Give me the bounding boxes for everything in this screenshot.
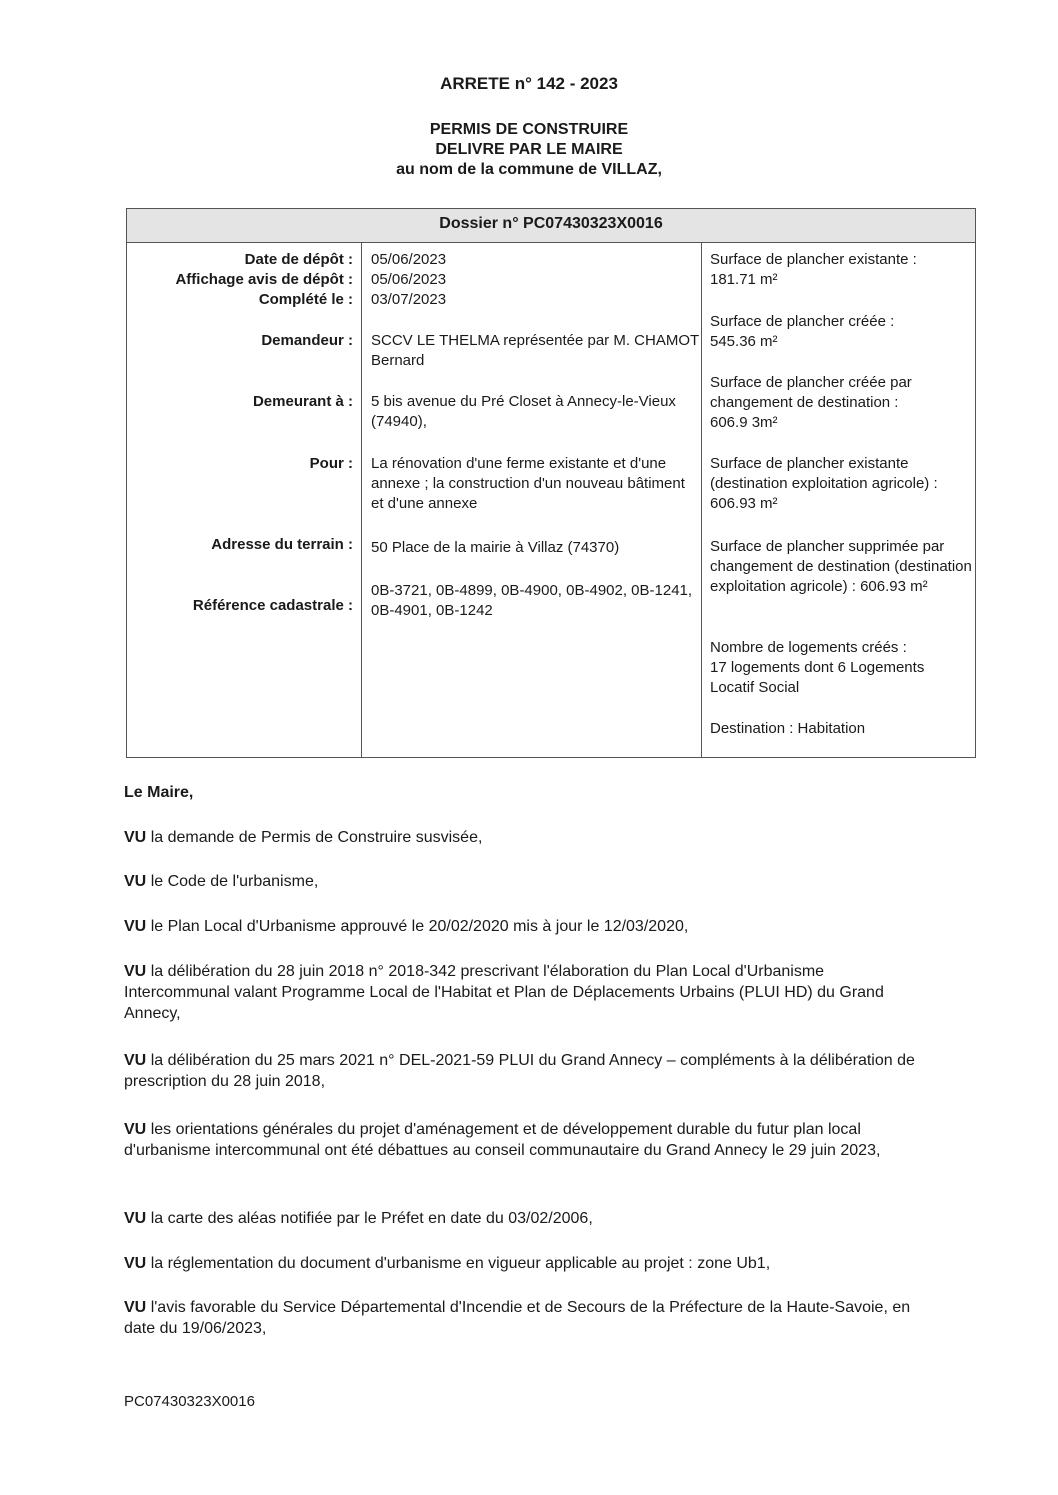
permit-line: PERMIS DE CONSTRUIRE xyxy=(429,121,629,138)
consideration xyxy=(124,1119,924,1161)
decree-title: ARRETE n° 142 - 2023 xyxy=(440,74,618,93)
permit-line: au nom de la commune de VILLAZ, xyxy=(396,161,662,178)
surface-info: Destination : Habitation xyxy=(710,720,866,737)
field-label: Complété le : xyxy=(258,291,353,308)
vu-word: VU xyxy=(124,1299,147,1316)
consideration-text: la demande de Permis de Construire susvisée, xyxy=(150,829,483,846)
vu-word: VU xyxy=(124,963,147,980)
surface-info: Surface de plancher existante : 181.71 m² xyxy=(710,251,917,288)
field-label: Date de dépôt : xyxy=(244,251,353,268)
vu-word: VU xyxy=(124,873,147,890)
vu-word: VU xyxy=(124,918,147,935)
column-divider xyxy=(701,242,702,757)
field-label: Référence cadastrale : xyxy=(192,597,353,614)
field-label: Demeurant à : xyxy=(252,393,353,410)
vu-word: VU xyxy=(124,1121,147,1138)
field-value: 5 bis avenue du Pré Closet à Annecy-le-Vieux (74940), xyxy=(371,393,676,430)
consideration-text: la carte des aléas notifiée par le Préfet en date du 03/02/2006, xyxy=(150,1210,593,1227)
field-value: 03/07/2023 xyxy=(371,291,447,308)
permit-type-heading xyxy=(0,120,1058,180)
field-label: Adresse du terrain : xyxy=(211,536,353,553)
surface-info: Nombre de logements créés : 17 logements dont 6 Logements Locatif Social xyxy=(710,639,925,696)
vu-word: VU xyxy=(124,1052,147,1069)
vu-word: VU xyxy=(124,1255,147,1272)
consideration xyxy=(124,1208,924,1229)
consideration xyxy=(124,961,924,1024)
field-value: 05/06/2023 xyxy=(371,251,447,268)
field-value: 05/06/2023 xyxy=(371,271,447,288)
surface-info: Surface de plancher créée : 545.36 m² xyxy=(710,313,895,350)
field-label: Pour : xyxy=(309,455,353,472)
surface-info: Surface de plancher existante (destination exploitation agricole) : 606.93 m² xyxy=(710,455,938,512)
consideration-text: la délibération du 28 juin 2018 n° 2018-342 prescrivant l'élaboration du Plan Local d'Urbanisme Intercommunal valant Programme Local de l'Habitat et Plan de Déplacements Urbains (PLUI HD) du Grand Annecy, xyxy=(124,963,884,1022)
field-label: Demandeur : xyxy=(261,332,353,349)
vu-word: VU xyxy=(124,1210,147,1227)
field-value: 50 Place de la mairie à Villaz (74370) xyxy=(371,539,620,556)
vu-word: VU xyxy=(124,829,147,846)
consideration-text: le Plan Local d'Urbanisme approuvé le 20/02/2020 mis à jour le 12/03/2020, xyxy=(150,918,689,935)
consideration-text: le Code de l'urbanisme, xyxy=(150,873,319,890)
field-value: SCCV LE THELMA représentée par M. CHAMOT Bernard xyxy=(371,332,699,369)
consideration-text: la délibération du 25 mars 2021 n° DEL-2021-59 PLUI du Grand Annecy – compléments à la délibération de prescription du 28 juin 2018, xyxy=(124,1052,915,1090)
consideration-text: les orientations générales du projet d'aménagement et de développement durable du futur plan local d'urbanisme intercommunal ont été débattues au conseil communautaire du Grand Annecy le 29 juin 2023, xyxy=(124,1121,881,1159)
dossier-table xyxy=(126,208,976,758)
consideration xyxy=(124,1050,924,1092)
consideration xyxy=(124,916,924,937)
surface-info: Surface de plancher créée par changement de destination : 606.9 3m² xyxy=(710,374,912,431)
permit-line: DELIVRE PAR LE MAIRE xyxy=(435,141,623,158)
consideration-text: l'avis favorable du Service Départemental d'Incendie et de Secours de la Préfecture de la Haute-Savoie, en date du 19/06/2023, xyxy=(124,1299,911,1337)
field-label: Affichage avis de dépôt : xyxy=(175,271,353,288)
opening-line: Le Maire, xyxy=(124,784,194,801)
dossier-heading: Dossier n° PC07430323X0016 xyxy=(127,209,975,243)
surface-info: Surface de plancher supprimée par changement de destination (destination exploitation agricole) : 606.93 m² xyxy=(710,538,972,595)
consideration xyxy=(124,1297,924,1339)
field-value: La rénovation d'une ferme existante et d'une annexe ; la construction d'un nouveau bâtiment et d'une annexe xyxy=(371,455,685,512)
footer-reference: PC07430323X0016 xyxy=(124,1393,255,1410)
consideration xyxy=(124,871,924,892)
consideration xyxy=(124,827,924,848)
consideration-text: la réglementation du document d'urbanisme en vigueur applicable au projet : zone Ub1, xyxy=(150,1255,771,1272)
field-value: 0B-3721, 0B-4899, 0B-4900, 0B-4902, 0B-1241, 0B-4901, 0B-1242 xyxy=(371,582,693,619)
consideration xyxy=(124,1253,924,1274)
column-divider xyxy=(361,242,362,757)
